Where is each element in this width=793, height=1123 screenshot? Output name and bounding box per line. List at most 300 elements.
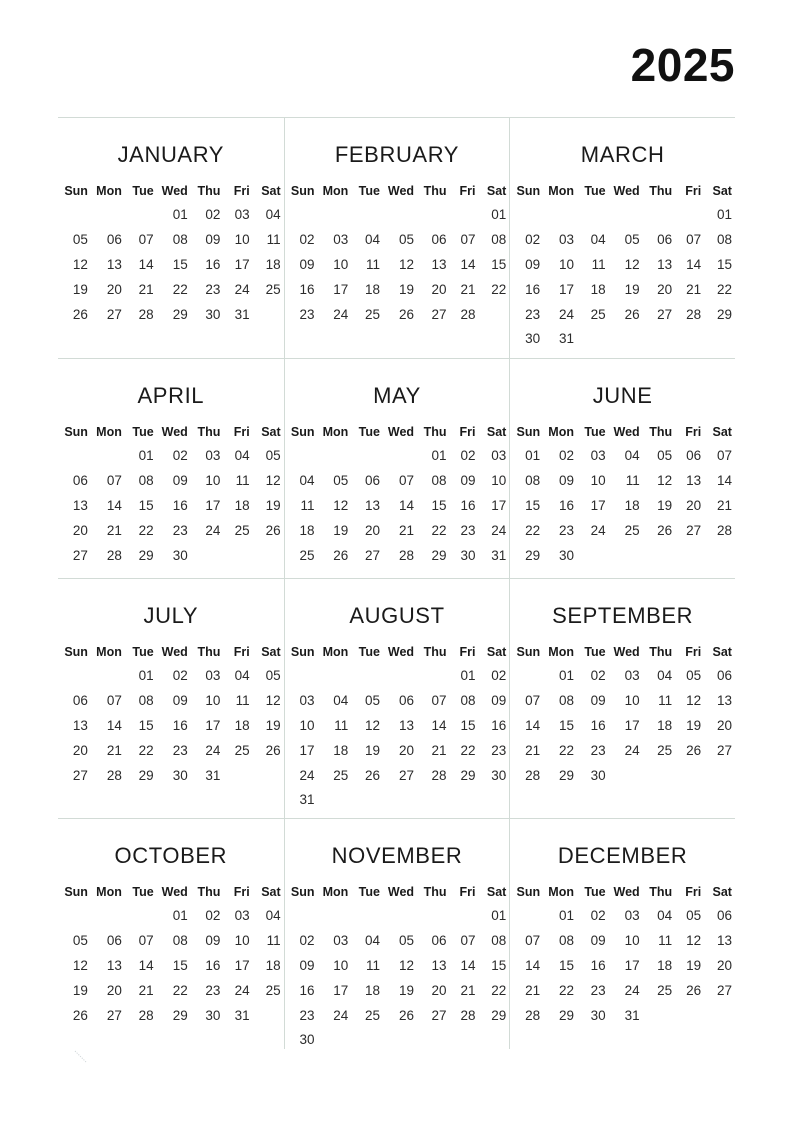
day-cell[interactable]: 28 [460, 306, 476, 322]
day-cell[interactable]: 19 [399, 982, 415, 998]
day-cell[interactable]: 01 [525, 448, 541, 463]
day-cell[interactable]: 04 [364, 231, 380, 247]
day-cell[interactable]: 24 [299, 767, 315, 783]
day-cell[interactable]: 29 [138, 547, 154, 563]
day-cell[interactable]: 25 [333, 767, 349, 783]
day-cell[interactable]: 29 [138, 767, 154, 783]
day-cell[interactable]: 25 [590, 306, 606, 322]
day-cell[interactable]: 26 [72, 1007, 88, 1023]
day-cell[interactable]: 21 [460, 982, 476, 998]
day-cell[interactable]: 18 [590, 281, 606, 297]
day-cell[interactable]: 09 [525, 256, 541, 272]
day-cell[interactable]: 13 [72, 717, 88, 733]
day-cell[interactable]: 21 [399, 522, 415, 538]
day-cell[interactable]: 09 [299, 957, 315, 973]
day-cell[interactable]: 06 [364, 472, 380, 488]
day-cell[interactable]: 26 [657, 522, 673, 538]
day-cell[interactable]: 02 [299, 231, 315, 247]
day-cell[interactable]: 30 [491, 767, 507, 783]
day-cell[interactable]: 22 [138, 742, 154, 758]
day-cell[interactable]: 22 [431, 522, 447, 538]
day-cell[interactable]: 29 [431, 547, 447, 563]
day-cell[interactable]: 07 [431, 692, 447, 708]
day-cell[interactable]: 25 [234, 742, 250, 758]
day-cell[interactable]: 30 [205, 306, 221, 322]
day-cell[interactable]: 15 [558, 717, 574, 733]
day-cell[interactable]: 20 [106, 281, 122, 297]
day-cell[interactable]: 06 [657, 231, 673, 247]
day-cell[interactable]: 23 [299, 306, 315, 322]
day-cell[interactable]: 02 [590, 668, 606, 683]
day-cell[interactable]: 26 [72, 306, 88, 322]
day-cell[interactable]: 05 [265, 668, 281, 683]
day-cell[interactable]: 17 [205, 497, 221, 513]
day-cell[interactable]: 25 [657, 742, 673, 758]
day-cell[interactable]: 03 [205, 668, 221, 683]
day-cell[interactable]: 20 [686, 497, 702, 513]
day-cell[interactable]: 20 [716, 717, 732, 733]
day-cell[interactable]: 29 [172, 1007, 188, 1023]
day-cell[interactable]: 19 [399, 281, 415, 297]
day-cell[interactable]: 30 [299, 1032, 315, 1048]
day-cell[interactable]: 24 [205, 522, 221, 538]
day-cell[interactable]: 04 [590, 231, 606, 247]
day-cell[interactable]: 30 [172, 547, 188, 563]
day-cell[interactable]: 16 [590, 957, 606, 973]
day-cell[interactable]: 12 [333, 497, 349, 513]
day-cell[interactable]: 09 [590, 692, 606, 708]
day-cell[interactable]: 16 [460, 497, 476, 513]
day-cell[interactable]: 08 [172, 231, 188, 247]
day-cell[interactable]: 11 [266, 932, 281, 948]
day-cell[interactable]: 30 [172, 767, 188, 783]
day-cell[interactable]: 05 [624, 231, 640, 247]
day-cell[interactable]: 16 [590, 717, 606, 733]
day-cell[interactable]: 03 [558, 231, 574, 247]
day-cell[interactable]: 15 [172, 256, 188, 272]
day-cell[interactable]: 13 [106, 957, 122, 973]
day-cell[interactable]: 09 [558, 472, 574, 488]
day-cell[interactable]: 02 [590, 908, 606, 923]
day-cell[interactable]: 23 [590, 742, 606, 758]
day-cell[interactable]: 12 [624, 256, 640, 272]
day-cell[interactable]: 22 [716, 281, 732, 297]
day-cell[interactable]: 03 [333, 932, 349, 948]
day-cell[interactable]: 06 [72, 472, 88, 488]
day-cell[interactable]: 27 [399, 767, 415, 783]
day-cell[interactable]: 05 [686, 908, 702, 923]
day-cell[interactable]: 07 [716, 448, 732, 463]
day-cell[interactable]: 17 [299, 742, 315, 758]
day-cell[interactable]: 17 [333, 982, 349, 998]
day-cell[interactable]: 28 [525, 1007, 541, 1023]
day-cell[interactable]: 14 [460, 256, 476, 272]
day-cell[interactable]: 07 [399, 472, 415, 488]
day-cell[interactable]: 14 [716, 472, 732, 488]
day-cell[interactable]: 09 [299, 256, 315, 272]
day-cell[interactable]: 06 [106, 231, 122, 247]
day-cell[interactable]: 27 [686, 522, 702, 538]
day-cell[interactable]: 17 [558, 281, 574, 297]
day-cell[interactable]: 20 [72, 742, 88, 758]
day-cell[interactable]: 01 [558, 908, 574, 923]
day-cell[interactable]: 31 [234, 1007, 250, 1023]
day-cell[interactable]: 01 [491, 908, 507, 923]
day-cell[interactable]: 17 [333, 281, 349, 297]
day-cell[interactable]: 20 [657, 281, 673, 297]
day-cell[interactable]: 08 [558, 932, 574, 948]
day-cell[interactable]: 09 [590, 932, 606, 948]
day-cell[interactable]: 15 [460, 717, 476, 733]
day-cell[interactable]: 10 [205, 692, 221, 708]
day-cell[interactable]: 12 [265, 472, 281, 488]
day-cell[interactable]: 15 [138, 497, 154, 513]
day-cell[interactable]: 30 [590, 767, 606, 783]
day-cell[interactable]: 11 [658, 692, 673, 708]
day-cell[interactable]: 07 [460, 932, 476, 948]
day-cell[interactable]: 03 [624, 908, 640, 923]
day-cell[interactable]: 13 [716, 692, 732, 708]
day-cell[interactable]: 01 [558, 668, 574, 683]
day-cell[interactable]: 10 [624, 692, 640, 708]
day-cell[interactable]: 22 [491, 982, 507, 998]
day-cell[interactable]: 12 [686, 932, 702, 948]
day-cell[interactable]: 04 [657, 908, 673, 923]
day-cell[interactable]: 19 [72, 281, 88, 297]
day-cell[interactable]: 07 [138, 231, 154, 247]
day-cell[interactable]: 12 [72, 256, 88, 272]
day-cell[interactable]: 26 [265, 522, 281, 538]
day-cell[interactable]: 05 [399, 231, 415, 247]
day-cell[interactable]: 21 [686, 281, 702, 297]
day-cell[interactable]: 12 [72, 957, 88, 973]
day-cell[interactable]: 10 [558, 256, 574, 272]
day-cell[interactable]: 29 [525, 547, 541, 563]
day-cell[interactable]: 19 [686, 957, 702, 973]
day-cell[interactable]: 30 [525, 331, 541, 347]
day-cell[interactable]: 05 [72, 932, 88, 948]
day-cell[interactable]: 15 [558, 957, 574, 973]
day-cell[interactable]: 22 [172, 281, 188, 297]
day-cell[interactable]: 01 [460, 668, 476, 683]
day-cell[interactable]: 07 [106, 472, 122, 488]
day-cell[interactable]: 21 [525, 982, 541, 998]
day-cell[interactable]: 19 [333, 522, 349, 538]
day-cell[interactable]: 09 [205, 932, 221, 948]
day-cell[interactable]: 10 [590, 472, 606, 488]
day-cell[interactable]: 14 [431, 717, 447, 733]
day-cell[interactable]: 02 [172, 448, 188, 463]
day-cell[interactable]: 27 [106, 1007, 122, 1023]
day-cell[interactable]: 02 [205, 207, 221, 222]
day-cell[interactable]: 24 [333, 1007, 349, 1023]
day-cell[interactable]: 31 [558, 331, 574, 347]
day-cell[interactable]: 19 [657, 497, 673, 513]
day-cell[interactable]: 28 [431, 767, 447, 783]
day-cell[interactable]: 18 [299, 522, 315, 538]
day-cell[interactable]: 27 [72, 767, 88, 783]
day-cell[interactable]: 18 [265, 957, 281, 973]
day-cell[interactable]: 10 [333, 957, 349, 973]
day-cell[interactable]: 23 [491, 742, 507, 758]
day-cell[interactable]: 10 [333, 256, 349, 272]
day-cell[interactable]: 15 [138, 717, 154, 733]
day-cell[interactable]: 29 [491, 1007, 507, 1023]
day-cell[interactable]: 09 [172, 472, 188, 488]
day-cell[interactable]: 25 [364, 1007, 380, 1023]
day-cell[interactable]: 31 [205, 767, 221, 783]
day-cell[interactable]: 27 [431, 306, 447, 322]
day-cell[interactable]: 14 [106, 497, 122, 513]
day-cell[interactable]: 24 [333, 306, 349, 322]
day-cell[interactable]: 17 [491, 497, 507, 513]
day-cell[interactable]: 02 [491, 668, 507, 683]
day-cell[interactable]: 20 [72, 522, 88, 538]
day-cell[interactable]: 16 [491, 717, 507, 733]
day-cell[interactable]: 26 [265, 742, 281, 758]
day-cell[interactable]: 19 [686, 717, 702, 733]
day-cell[interactable]: 24 [624, 742, 640, 758]
day-cell[interactable]: 13 [72, 497, 88, 513]
day-cell[interactable]: 14 [138, 957, 154, 973]
day-cell[interactable]: 08 [138, 692, 154, 708]
day-cell[interactable]: 21 [716, 497, 732, 513]
day-cell[interactable]: 16 [299, 982, 315, 998]
day-cell[interactable]: 09 [491, 692, 507, 708]
day-cell[interactable]: 24 [558, 306, 574, 322]
day-cell[interactable]: 01 [716, 207, 732, 222]
day-cell[interactable]: 22 [525, 522, 541, 538]
day-cell[interactable]: 04 [299, 472, 315, 488]
day-cell[interactable]: 08 [491, 231, 507, 247]
day-cell[interactable]: 15 [172, 957, 188, 973]
day-cell[interactable]: 29 [558, 767, 574, 783]
day-cell[interactable]: 08 [172, 932, 188, 948]
day-cell[interactable]: 30 [205, 1007, 221, 1023]
day-cell[interactable]: 09 [205, 231, 221, 247]
day-cell[interactable]: 26 [624, 306, 640, 322]
day-cell[interactable]: 25 [265, 982, 281, 998]
day-cell[interactable]: 18 [265, 256, 281, 272]
day-cell[interactable]: 23 [525, 306, 541, 322]
day-cell[interactable]: 17 [234, 256, 250, 272]
day-cell[interactable]: 16 [299, 281, 315, 297]
day-cell[interactable]: 27 [657, 306, 673, 322]
day-cell[interactable]: 28 [460, 1007, 476, 1023]
day-cell[interactable]: 04 [364, 932, 380, 948]
day-cell[interactable]: 14 [525, 957, 541, 973]
day-cell[interactable]: 25 [364, 306, 380, 322]
day-cell[interactable]: 27 [431, 1007, 447, 1023]
day-cell[interactable]: 06 [106, 932, 122, 948]
day-cell[interactable]: 25 [234, 522, 250, 538]
day-cell[interactable]: 15 [716, 256, 732, 272]
day-cell[interactable]: 12 [364, 717, 380, 733]
day-cell[interactable]: 18 [624, 497, 640, 513]
day-cell[interactable]: 06 [431, 932, 447, 948]
day-cell[interactable]: 28 [399, 547, 415, 563]
day-cell[interactable]: 20 [431, 982, 447, 998]
day-cell[interactable]: 31 [234, 306, 250, 322]
day-cell[interactable]: 13 [399, 717, 415, 733]
day-cell[interactable]: 08 [460, 692, 476, 708]
day-cell[interactable]: 04 [333, 692, 349, 708]
day-cell[interactable]: 21 [138, 982, 154, 998]
day-cell[interactable]: 16 [172, 497, 188, 513]
day-cell[interactable]: 02 [525, 231, 541, 247]
day-cell[interactable]: 08 [525, 472, 541, 488]
day-cell[interactable]: 02 [172, 668, 188, 683]
day-cell[interactable]: 14 [460, 957, 476, 973]
day-cell[interactable]: 13 [686, 472, 702, 488]
day-cell[interactable]: 06 [399, 692, 415, 708]
day-cell[interactable]: 28 [106, 767, 122, 783]
day-cell[interactable]: 11 [235, 472, 250, 488]
day-cell[interactable]: 19 [624, 281, 640, 297]
day-cell[interactable]: 01 [431, 448, 447, 463]
day-cell[interactable]: 24 [205, 742, 221, 758]
day-cell[interactable]: 28 [686, 306, 702, 322]
day-cell[interactable]: 05 [657, 448, 673, 463]
day-cell[interactable]: 15 [491, 256, 507, 272]
day-cell[interactable]: 04 [265, 207, 281, 222]
day-cell[interactable]: 07 [460, 231, 476, 247]
day-cell[interactable]: 24 [624, 982, 640, 998]
day-cell[interactable]: 18 [234, 717, 250, 733]
day-cell[interactable]: 23 [590, 982, 606, 998]
day-cell[interactable]: 08 [491, 932, 507, 948]
day-cell[interactable]: 13 [364, 497, 380, 513]
day-cell[interactable]: 01 [172, 207, 188, 222]
day-cell[interactable]: 30 [558, 547, 574, 563]
day-cell[interactable]: 18 [657, 717, 673, 733]
day-cell[interactable]: 20 [716, 957, 732, 973]
day-cell[interactable]: 07 [686, 231, 702, 247]
day-cell[interactable]: 25 [624, 522, 640, 538]
day-cell[interactable]: 23 [558, 522, 574, 538]
day-cell[interactable]: 06 [431, 231, 447, 247]
day-cell[interactable]: 26 [399, 306, 415, 322]
day-cell[interactable]: 31 [299, 792, 315, 808]
day-cell[interactable]: 15 [431, 497, 447, 513]
day-cell[interactable]: 11 [625, 472, 640, 488]
day-cell[interactable]: 12 [265, 692, 281, 708]
day-cell[interactable]: 25 [265, 281, 281, 297]
day-cell[interactable]: 14 [399, 497, 415, 513]
day-cell[interactable]: 21 [106, 522, 122, 538]
day-cell[interactable]: 27 [716, 742, 732, 758]
day-cell[interactable]: 03 [491, 448, 507, 463]
day-cell[interactable]: 12 [657, 472, 673, 488]
day-cell[interactable]: 03 [590, 448, 606, 463]
day-cell[interactable]: 21 [106, 742, 122, 758]
day-cell[interactable]: 04 [234, 448, 250, 463]
day-cell[interactable]: 09 [172, 692, 188, 708]
day-cell[interactable]: 14 [138, 256, 154, 272]
day-cell[interactable]: 11 [334, 717, 349, 733]
day-cell[interactable]: 17 [234, 957, 250, 973]
day-cell[interactable]: 23 [460, 522, 476, 538]
day-cell[interactable]: 08 [558, 692, 574, 708]
day-cell[interactable]: 18 [234, 497, 250, 513]
day-cell[interactable]: 19 [265, 497, 281, 513]
day-cell[interactable]: 26 [686, 742, 702, 758]
day-cell[interactable]: 22 [558, 982, 574, 998]
day-cell[interactable]: 16 [558, 497, 574, 513]
day-cell[interactable]: 26 [364, 767, 380, 783]
day-cell[interactable]: 28 [138, 306, 154, 322]
day-cell[interactable]: 06 [686, 448, 702, 463]
day-cell[interactable]: 05 [72, 231, 88, 247]
day-cell[interactable]: 19 [265, 717, 281, 733]
day-cell[interactable]: 25 [657, 982, 673, 998]
day-cell[interactable]: 10 [624, 932, 640, 948]
day-cell[interactable]: 27 [716, 982, 732, 998]
day-cell[interactable]: 24 [234, 281, 250, 297]
day-cell[interactable]: 17 [624, 957, 640, 973]
day-cell[interactable]: 02 [460, 448, 476, 463]
day-cell[interactable]: 14 [525, 717, 541, 733]
day-cell[interactable]: 26 [399, 1007, 415, 1023]
day-cell[interactable]: 12 [399, 957, 415, 973]
day-cell[interactable]: 19 [72, 982, 88, 998]
day-cell[interactable]: 12 [686, 692, 702, 708]
day-cell[interactable]: 18 [333, 742, 349, 758]
day-cell[interactable]: 21 [525, 742, 541, 758]
day-cell[interactable]: 23 [205, 982, 221, 998]
day-cell[interactable]: 17 [590, 497, 606, 513]
day-cell[interactable]: 25 [299, 547, 315, 563]
day-cell[interactable]: 17 [624, 717, 640, 733]
day-cell[interactable]: 14 [106, 717, 122, 733]
day-cell[interactable]: 22 [460, 742, 476, 758]
day-cell[interactable]: 01 [172, 908, 188, 923]
day-cell[interactable]: 01 [491, 207, 507, 222]
day-cell[interactable]: 05 [364, 692, 380, 708]
day-cell[interactable]: 21 [138, 281, 154, 297]
day-cell[interactable]: 27 [72, 547, 88, 563]
day-cell[interactable]: 21 [431, 742, 447, 758]
day-cell[interactable]: 26 [333, 547, 349, 563]
day-cell[interactable]: 13 [106, 256, 122, 272]
day-cell[interactable]: 29 [172, 306, 188, 322]
day-cell[interactable]: 16 [525, 281, 541, 297]
day-cell[interactable]: 11 [235, 692, 250, 708]
day-cell[interactable]: 18 [657, 957, 673, 973]
day-cell[interactable]: 02 [299, 932, 315, 948]
day-cell[interactable]: 18 [364, 281, 380, 297]
day-cell[interactable]: 29 [558, 1007, 574, 1023]
day-cell[interactable]: 06 [716, 908, 732, 923]
day-cell[interactable]: 04 [624, 448, 640, 463]
day-cell[interactable]: 20 [431, 281, 447, 297]
day-cell[interactable]: 11 [591, 256, 606, 272]
day-cell[interactable]: 20 [399, 742, 415, 758]
day-cell[interactable]: 10 [205, 472, 221, 488]
day-cell[interactable]: 29 [716, 306, 732, 322]
day-cell[interactable]: 20 [364, 522, 380, 538]
day-cell[interactable]: 23 [172, 522, 188, 538]
day-cell[interactable]: 11 [300, 497, 315, 513]
day-cell[interactable]: 30 [460, 547, 476, 563]
day-cell[interactable]: 21 [460, 281, 476, 297]
day-cell[interactable]: 06 [72, 692, 88, 708]
day-cell[interactable]: 10 [234, 932, 250, 948]
day-cell[interactable]: 05 [399, 932, 415, 948]
day-cell[interactable]: 08 [716, 231, 732, 247]
day-cell[interactable]: 16 [172, 717, 188, 733]
day-cell[interactable]: 07 [525, 932, 541, 948]
